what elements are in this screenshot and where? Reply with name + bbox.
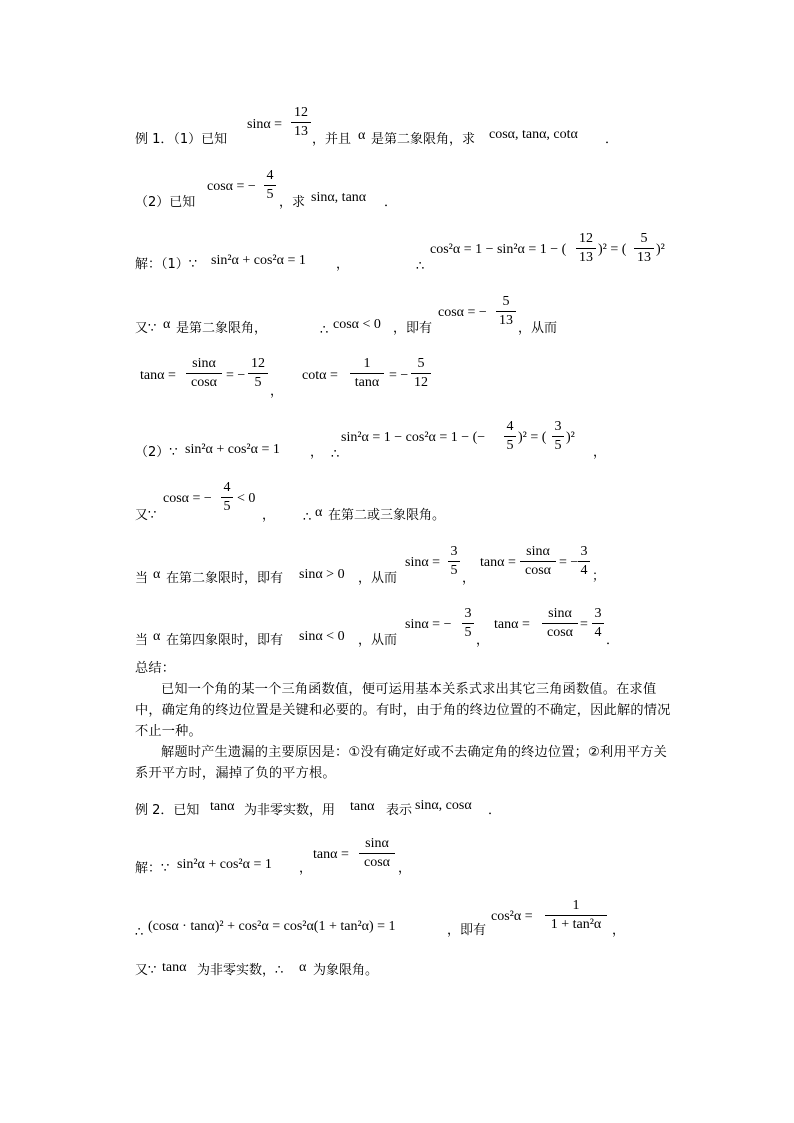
fraction-5-13: $\frac{5}{13}$ <box>496 295 516 328</box>
example-2-label: 例 2．已知 <box>135 803 200 818</box>
target-functions: cosα, tanα, cotα <box>489 127 578 142</box>
fraction-12-13: $\frac{12}{13}$ <box>576 232 596 265</box>
fraction-4-5: $\frac{4}{5}$ <box>221 481 233 514</box>
fraction-4-5: $\frac{4}{5}$ <box>504 420 516 453</box>
fraction-3-5: $\frac{3}{5}$ <box>462 607 474 640</box>
summary-paragraph-2: 解题时产生遗漏的主要原因是：①没有确定好或不去确定角的终边位置；②利用平方关系开平方时，漏掉了负的平方根。 <box>135 745 667 781</box>
fraction-4-5: $\frac{4}{5}$ <box>264 169 276 202</box>
fraction-5-13: $\frac{5}{13}$ <box>634 232 654 265</box>
fraction-sin-cos: $\frac{\sin\alpha}{\cos\alpha}$ <box>359 837 395 870</box>
example-1-part-1: 例 1．（1）已知 sinα = $\frac{12}{13}$ ，并且 α 是第二象限角，求 cosα, tanα, cotα ． <box>135 105 619 147</box>
summary-paragraph-1: 已知一个角的某一个三角函数值，便可运用基本关系式求出其它三角函数值。在求值中，确定角的终边位置是关键和必要的。有时，由于角的终边位置的不确定，因此解的情况不止一种。 <box>135 682 671 739</box>
case-fourth-quadrant: 当 α 在第四象限时，即有 sinα < 0 ，从而 sinα = − $\frac{3}{5}$ ， tanα = $\frac{\sin\alpha}{\cos\alpha}$ = $\frac{3}{4}$ ． <box>135 606 620 648</box>
solution-1-line-1: 解：（1）∵ sin²α + cos²α = 1 ， ∴ cos²α = 1 − sin²α = 1 − ( $\frac{12}{13}$ )² = ( $\frac{5}{13}$ )² <box>135 231 665 274</box>
given-sin: sinα = <box>247 117 283 132</box>
fraction-1-over-1-plus-tan-squared: $\frac{1}{\text{1 + tan²α}}$ <box>545 899 607 932</box>
fraction-3-5: $\frac{3}{5}$ <box>448 545 460 578</box>
solution-2-line-2: 又∵ cosα = − $\frac{4}{5}$ < 0 ， ∴ α 在第二或三象限角。 <box>135 480 446 525</box>
solution-2-line-1: （2）∵ sin²α + cos²α = 1 ， ∴ sin²α = 1 − cos²α = 1 − (− $\frac{4}{5}$ )² = ( $\frac{3}{5}$ )² ， <box>135 419 607 462</box>
fraction-sin-cos: $\frac{\sin\alpha}{\cos\alpha}$ <box>520 545 556 578</box>
example-2-solution-line-1: 解：∵ sin²α + cos²α = 1 ， tanα = $\frac{\sin\alpha}{\cos\alpha}$ ， <box>135 836 412 876</box>
case-second-quadrant: 当 α 在第二象限时，即有 sinα > 0 ，从而 sinα = $\frac{3}{5}$ ， tanα = $\frac{\sin\alpha}{\cos\alpha}$ = − $\frac{3}{4}$ ； <box>135 544 606 586</box>
example-2-solution-line-2: ∴ (cosα · tanα)² + cos²α = cos²α(1 + tan²α) = 1 ，即有 cos²α = $\frac{1}{\text{1 + tan²α}}$ ， <box>135 898 626 940</box>
example-1-part-2: （2）已知 cosα = − $\frac{4}{5}$ ，求 sinα, tanα ． <box>135 168 398 210</box>
summary-title: 总结： <box>135 661 176 676</box>
fraction-12-13: $\frac{12}{13}$ <box>291 106 311 139</box>
example-2-question: 例 2．已知 tanα 为非零实数，用 tanα 表示 sinα, cosα ． <box>135 798 502 818</box>
example-1-label: 例 1．（1）已知 <box>135 132 228 147</box>
fraction-3-4: $\frac{3}{4}$ <box>578 545 590 578</box>
example-2-solution-line-3: 又∵ tanα 为非零实数，∴ α 为象限角。 <box>135 960 379 978</box>
pythagorean-identity: sin²α + cos²α = 1 <box>211 253 306 268</box>
fraction-1-tan: $\frac{1}{\tan\alpha}$ <box>350 357 384 390</box>
fraction-5-12: $\frac{5}{12}$ <box>411 357 431 390</box>
solution-1-line-3: tanα = $\frac{\sin\alpha}{\cos\alpha}$ = − $\frac{12}{5}$ ， cotα = $\frac{1}{\tan\alpha}$ = − $\frac{5}{12}$ <box>0 0 794 1</box>
solution-1-line-2: 又∵ α 是第二象限角， ∴ cosα < 0 ，即有 cosα = − $\frac{5}{13}$ ，从而 <box>135 294 558 338</box>
fraction-sin-cos: $\frac{\sin\alpha}{\cos\alpha}$ <box>186 357 222 390</box>
fraction-12-5: $\frac{12}{5}$ <box>248 357 268 390</box>
fraction-sin-cos: $\frac{\sin\alpha}{\cos\alpha}$ <box>542 607 578 640</box>
fraction-3-4: $\frac{3}{4}$ <box>592 607 604 640</box>
fraction-3-5: $\frac{3}{5}$ <box>552 420 564 453</box>
